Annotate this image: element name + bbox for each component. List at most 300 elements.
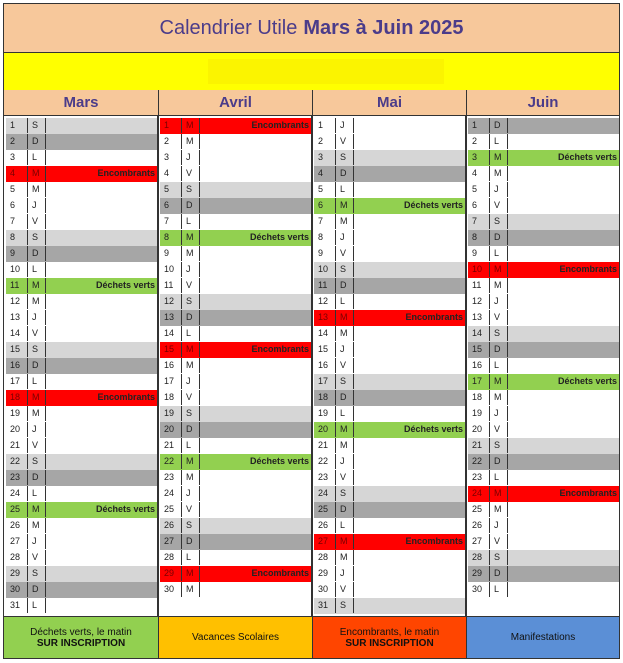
day-row xyxy=(468,246,619,262)
event-label xyxy=(46,262,157,277)
day-row xyxy=(160,150,311,166)
day-row xyxy=(6,214,157,230)
day-row xyxy=(160,582,311,598)
event-label xyxy=(508,214,619,229)
legend-line: Manifestations xyxy=(510,632,576,643)
event-label xyxy=(200,246,311,261)
weekday-letter: L xyxy=(182,550,200,565)
weekday-letter: J xyxy=(336,342,354,357)
event-label xyxy=(354,582,465,597)
day-row xyxy=(314,118,465,134)
weekday-letter: S xyxy=(336,150,354,165)
weekday-letter: L xyxy=(490,358,508,373)
weekday-letter: M xyxy=(490,150,508,165)
day-number: 15 xyxy=(6,342,28,357)
weekday-letter: D xyxy=(28,470,46,485)
event-label xyxy=(508,358,619,373)
day-row xyxy=(6,422,157,438)
event-label xyxy=(354,294,465,309)
day-number: 2 xyxy=(468,134,490,149)
event-label xyxy=(354,550,465,565)
weekday-letter: J xyxy=(490,182,508,197)
event-label xyxy=(46,518,157,533)
day-row xyxy=(468,326,619,342)
event-label xyxy=(46,294,157,309)
weekday-letter: J xyxy=(182,150,200,165)
weekday-letter: S xyxy=(182,518,200,533)
weekday-letter: L xyxy=(182,438,200,453)
day-number: 21 xyxy=(314,438,336,453)
event-label: Encombrants xyxy=(97,392,155,402)
event-label xyxy=(354,406,465,421)
day-row xyxy=(160,422,311,438)
day-row xyxy=(468,486,619,502)
day-row xyxy=(314,598,465,614)
day-row xyxy=(160,358,311,374)
weekday-letter: M xyxy=(490,278,508,293)
event-label xyxy=(354,390,465,405)
day-row xyxy=(314,150,465,166)
event-label xyxy=(354,278,465,293)
event-label xyxy=(200,166,311,181)
day-number: 26 xyxy=(160,518,182,533)
event-label xyxy=(46,374,157,389)
day-row xyxy=(6,182,157,198)
weekday-letter: D xyxy=(336,166,354,181)
event-label xyxy=(200,390,311,405)
day-row xyxy=(160,438,311,454)
weekday-letter: L xyxy=(182,326,200,341)
event-label xyxy=(200,134,311,149)
day-number: 22 xyxy=(160,454,182,469)
weekday-letter: L xyxy=(28,374,46,389)
day-row xyxy=(6,150,157,166)
event-label xyxy=(200,182,311,197)
day-number: 10 xyxy=(468,262,490,277)
event-label: Déchets verts xyxy=(403,200,463,210)
event-label: Encombrants xyxy=(251,568,309,578)
weekday-letter: M xyxy=(336,534,354,549)
event-label xyxy=(46,534,157,549)
day-number: 15 xyxy=(468,342,490,357)
day-row xyxy=(160,246,311,262)
event-label xyxy=(508,502,619,517)
weekday-letter: V xyxy=(336,582,354,597)
day-row xyxy=(160,534,311,550)
month-header-juin: Juin xyxy=(467,90,619,116)
day-row xyxy=(468,566,619,582)
weekday-letter: J xyxy=(28,198,46,213)
day-row xyxy=(468,470,619,486)
event-label xyxy=(354,246,465,261)
weekday-letter: V xyxy=(490,198,508,213)
weekday-letter: S xyxy=(182,406,200,421)
day-row xyxy=(160,214,311,230)
legend-line: Déchets verts, le matin xyxy=(30,626,132,638)
day-number: 24 xyxy=(6,486,28,501)
weekday-letter: M xyxy=(336,198,354,213)
event-label xyxy=(354,598,465,613)
day-number: 9 xyxy=(6,246,28,261)
day-row xyxy=(314,262,465,278)
event-label xyxy=(508,310,619,325)
day-number: 13 xyxy=(314,310,336,325)
day-row xyxy=(160,406,311,422)
weekday-letter: J xyxy=(182,374,200,389)
day-number: 30 xyxy=(160,582,182,597)
day-number: 14 xyxy=(6,326,28,341)
day-number: 27 xyxy=(468,534,490,549)
event-label xyxy=(508,534,619,549)
day-number: 27 xyxy=(160,534,182,549)
weekday-letter: S xyxy=(28,342,46,357)
event-label xyxy=(508,582,619,597)
day-row xyxy=(314,310,465,326)
weekday-letter: M xyxy=(28,294,46,309)
legend-line-bold: SUR INSCRIPTION xyxy=(36,637,126,649)
day-number: 28 xyxy=(6,550,28,565)
weekday-letter: M xyxy=(336,422,354,437)
day-number: 21 xyxy=(6,438,28,453)
weekday-letter: M xyxy=(182,454,200,469)
day-row xyxy=(6,406,157,422)
event-label xyxy=(508,230,619,245)
day-row xyxy=(468,358,619,374)
day-row xyxy=(468,342,619,358)
event-label xyxy=(354,230,465,245)
day-row xyxy=(160,134,311,150)
day-row xyxy=(160,454,311,470)
day-row xyxy=(314,326,465,342)
event-label xyxy=(508,326,619,341)
event-label xyxy=(200,326,311,341)
weekday-letter: S xyxy=(336,486,354,501)
day-row xyxy=(314,582,465,598)
day-number: 23 xyxy=(160,470,182,485)
day-number: 18 xyxy=(468,390,490,405)
day-number: 4 xyxy=(468,166,490,181)
day-row xyxy=(6,454,157,470)
weekday-letter: D xyxy=(336,278,354,293)
weekday-letter: L xyxy=(336,294,354,309)
legend-line: Vacances Scolaires xyxy=(191,632,280,643)
event-label xyxy=(46,582,157,597)
day-number: 25 xyxy=(6,502,28,517)
weekday-letter: J xyxy=(336,118,354,133)
day-number: 8 xyxy=(6,230,28,245)
day-row xyxy=(160,262,311,278)
event-label xyxy=(46,550,157,565)
event-label xyxy=(46,598,157,613)
event-label xyxy=(354,374,465,389)
month-header-mars: Mars xyxy=(4,90,159,116)
day-row xyxy=(6,166,157,182)
day-row xyxy=(314,534,465,550)
weekday-letter: J xyxy=(336,230,354,245)
event-label xyxy=(46,486,157,501)
day-row xyxy=(6,198,157,214)
day-number: 17 xyxy=(468,374,490,389)
day-number: 8 xyxy=(160,230,182,245)
day-row xyxy=(160,374,311,390)
event-label xyxy=(200,534,311,549)
event-label xyxy=(200,198,311,213)
event-label xyxy=(508,134,619,149)
event-label xyxy=(508,278,619,293)
weekday-letter: D xyxy=(490,454,508,469)
weekday-letter: M xyxy=(28,278,46,293)
event-label xyxy=(46,438,157,453)
event-label xyxy=(354,358,465,373)
event-label xyxy=(508,550,619,565)
weekday-letter: M xyxy=(28,166,46,181)
event-label xyxy=(200,294,311,309)
day-row xyxy=(468,310,619,326)
day-number: 28 xyxy=(314,550,336,565)
day-number: 2 xyxy=(6,134,28,149)
weekday-letter: S xyxy=(182,294,200,309)
event-label xyxy=(508,390,619,405)
weekday-letter: M xyxy=(182,358,200,373)
weekday-letter: S xyxy=(28,566,46,581)
event-label xyxy=(200,310,311,325)
weekday-letter: D xyxy=(182,310,200,325)
weekday-letter: V xyxy=(28,550,46,565)
day-row xyxy=(160,390,311,406)
day-number: 20 xyxy=(468,422,490,437)
weekday-letter: S xyxy=(336,374,354,389)
day-number: 7 xyxy=(314,214,336,229)
day-number: 6 xyxy=(6,198,28,213)
day-number: 29 xyxy=(468,566,490,581)
weekday-letter: J xyxy=(336,454,354,469)
weekday-letter: M xyxy=(490,486,508,501)
weekday-letter: L xyxy=(28,486,46,501)
event-label xyxy=(46,134,157,149)
day-number: 16 xyxy=(160,358,182,373)
day-row xyxy=(160,182,311,198)
day-row xyxy=(160,566,311,582)
day-number: 13 xyxy=(6,310,28,325)
day-number: 9 xyxy=(160,246,182,261)
weekday-letter: J xyxy=(490,294,508,309)
day-row xyxy=(160,470,311,486)
event-label xyxy=(354,454,465,469)
day-row xyxy=(6,470,157,486)
day-row xyxy=(468,582,619,598)
day-row xyxy=(314,486,465,502)
legend-manifestations xyxy=(467,616,619,658)
event-label xyxy=(354,518,465,533)
day-row xyxy=(314,550,465,566)
event-label xyxy=(46,182,157,197)
weekday-letter: M xyxy=(182,582,200,597)
day-number: 17 xyxy=(160,374,182,389)
event-label xyxy=(46,422,157,437)
day-row xyxy=(6,262,157,278)
day-number: 23 xyxy=(6,470,28,485)
day-row xyxy=(468,214,619,230)
day-row xyxy=(160,230,311,246)
day-number: 27 xyxy=(314,534,336,549)
weekday-letter: V xyxy=(490,534,508,549)
day-number: 19 xyxy=(468,406,490,421)
event-label xyxy=(200,502,311,517)
day-row xyxy=(6,246,157,262)
weekday-letter: M xyxy=(490,262,508,277)
legend-line: Encombrants, le matin xyxy=(339,626,440,638)
weekday-letter: S xyxy=(336,262,354,277)
day-number: 27 xyxy=(6,534,28,549)
day-number: 9 xyxy=(314,246,336,261)
day-row xyxy=(468,294,619,310)
event-label xyxy=(354,214,465,229)
day-row xyxy=(160,550,311,566)
day-row xyxy=(160,310,311,326)
day-number: 15 xyxy=(314,342,336,357)
event-label xyxy=(200,262,311,277)
event-label: Déchets verts xyxy=(95,504,155,514)
day-number: 3 xyxy=(6,150,28,165)
day-row xyxy=(468,166,619,182)
weekday-letter: S xyxy=(336,598,354,613)
day-number: 24 xyxy=(160,486,182,501)
weekday-letter: M xyxy=(182,118,200,133)
weekday-letter: M xyxy=(182,566,200,581)
event-label: Déchets verts xyxy=(557,376,617,386)
event-label xyxy=(354,326,465,341)
event-label xyxy=(200,406,311,421)
day-number: 7 xyxy=(160,214,182,229)
event-label xyxy=(46,214,157,229)
day-number: 12 xyxy=(468,294,490,309)
day-number: 14 xyxy=(160,326,182,341)
event-label xyxy=(508,198,619,213)
event-label xyxy=(354,566,465,581)
day-row xyxy=(6,598,157,614)
event-label xyxy=(354,182,465,197)
day-number: 28 xyxy=(468,550,490,565)
day-row xyxy=(314,358,465,374)
event-label: Encombrants xyxy=(559,264,617,274)
day-row xyxy=(160,326,311,342)
day-row xyxy=(314,470,465,486)
day-row xyxy=(6,374,157,390)
day-number: 1 xyxy=(160,118,182,133)
day-row xyxy=(160,198,311,214)
column-divider xyxy=(157,116,159,618)
day-number: 21 xyxy=(468,438,490,453)
weekday-letter: M xyxy=(490,390,508,405)
event-label xyxy=(200,438,311,453)
day-number: 20 xyxy=(6,422,28,437)
day-number: 19 xyxy=(6,406,28,421)
weekday-letter: V xyxy=(490,422,508,437)
day-row xyxy=(6,390,157,406)
day-number: 3 xyxy=(468,150,490,165)
day-number: 12 xyxy=(314,294,336,309)
legend-encombrants xyxy=(313,616,467,658)
event-label: Déchets verts xyxy=(403,424,463,434)
weekday-letter: V xyxy=(28,326,46,341)
day-number: 30 xyxy=(468,582,490,597)
day-number: 21 xyxy=(160,438,182,453)
event-label xyxy=(508,518,619,533)
event-label: Déchets verts xyxy=(95,280,155,290)
day-number: 24 xyxy=(314,486,336,501)
title-prefix: Calendrier Utile xyxy=(159,16,298,39)
event-label: Encombrants xyxy=(559,488,617,498)
event-label xyxy=(354,470,465,485)
day-row xyxy=(6,278,157,294)
month-header-avril: Avril xyxy=(159,90,313,116)
weekday-letter: S xyxy=(490,214,508,229)
weekday-letter: J xyxy=(28,310,46,325)
weekday-letter: L xyxy=(490,582,508,597)
day-number: 2 xyxy=(314,134,336,149)
weekday-letter: S xyxy=(28,118,46,133)
weekday-letter: M xyxy=(336,550,354,565)
weekday-letter: L xyxy=(28,262,46,277)
day-number: 7 xyxy=(468,214,490,229)
weekday-letter: M xyxy=(182,246,200,261)
calendar xyxy=(3,3,620,659)
event-label xyxy=(200,374,311,389)
event-label xyxy=(46,310,157,325)
day-row xyxy=(468,422,619,438)
weekday-letter: J xyxy=(28,534,46,549)
day-number: 17 xyxy=(6,374,28,389)
event-label xyxy=(200,150,311,165)
day-number: 24 xyxy=(468,486,490,501)
weekday-letter: M xyxy=(28,518,46,533)
day-number: 4 xyxy=(314,166,336,181)
weekday-letter: V xyxy=(28,214,46,229)
day-number: 25 xyxy=(160,502,182,517)
day-number: 12 xyxy=(6,294,28,309)
day-row xyxy=(6,326,157,342)
day-number: 3 xyxy=(160,150,182,165)
event-label xyxy=(354,502,465,517)
day-number: 19 xyxy=(160,406,182,421)
day-row xyxy=(160,342,311,358)
weekday-letter: M xyxy=(336,438,354,453)
weekday-letter: D xyxy=(28,358,46,373)
day-row xyxy=(468,406,619,422)
weekday-letter: M xyxy=(182,342,200,357)
day-number: 17 xyxy=(314,374,336,389)
day-row xyxy=(314,518,465,534)
day-number: 6 xyxy=(314,198,336,213)
day-number: 23 xyxy=(468,470,490,485)
event-label xyxy=(354,134,465,149)
weekday-letter: V xyxy=(490,310,508,325)
day-number: 8 xyxy=(314,230,336,245)
weekday-letter: S xyxy=(182,182,200,197)
day-number: 26 xyxy=(468,518,490,533)
weekday-letter: M xyxy=(182,134,200,149)
day-number: 11 xyxy=(468,278,490,293)
event-label xyxy=(354,150,465,165)
weekday-letter: D xyxy=(28,134,46,149)
day-number: 6 xyxy=(468,198,490,213)
weekday-letter: M xyxy=(182,470,200,485)
legend-line-bold: SUR INSCRIPTION xyxy=(345,637,434,649)
weekday-letter: D xyxy=(182,198,200,213)
weekday-letter: V xyxy=(182,390,200,405)
event-label xyxy=(200,550,311,565)
weekday-letter: M xyxy=(336,326,354,341)
